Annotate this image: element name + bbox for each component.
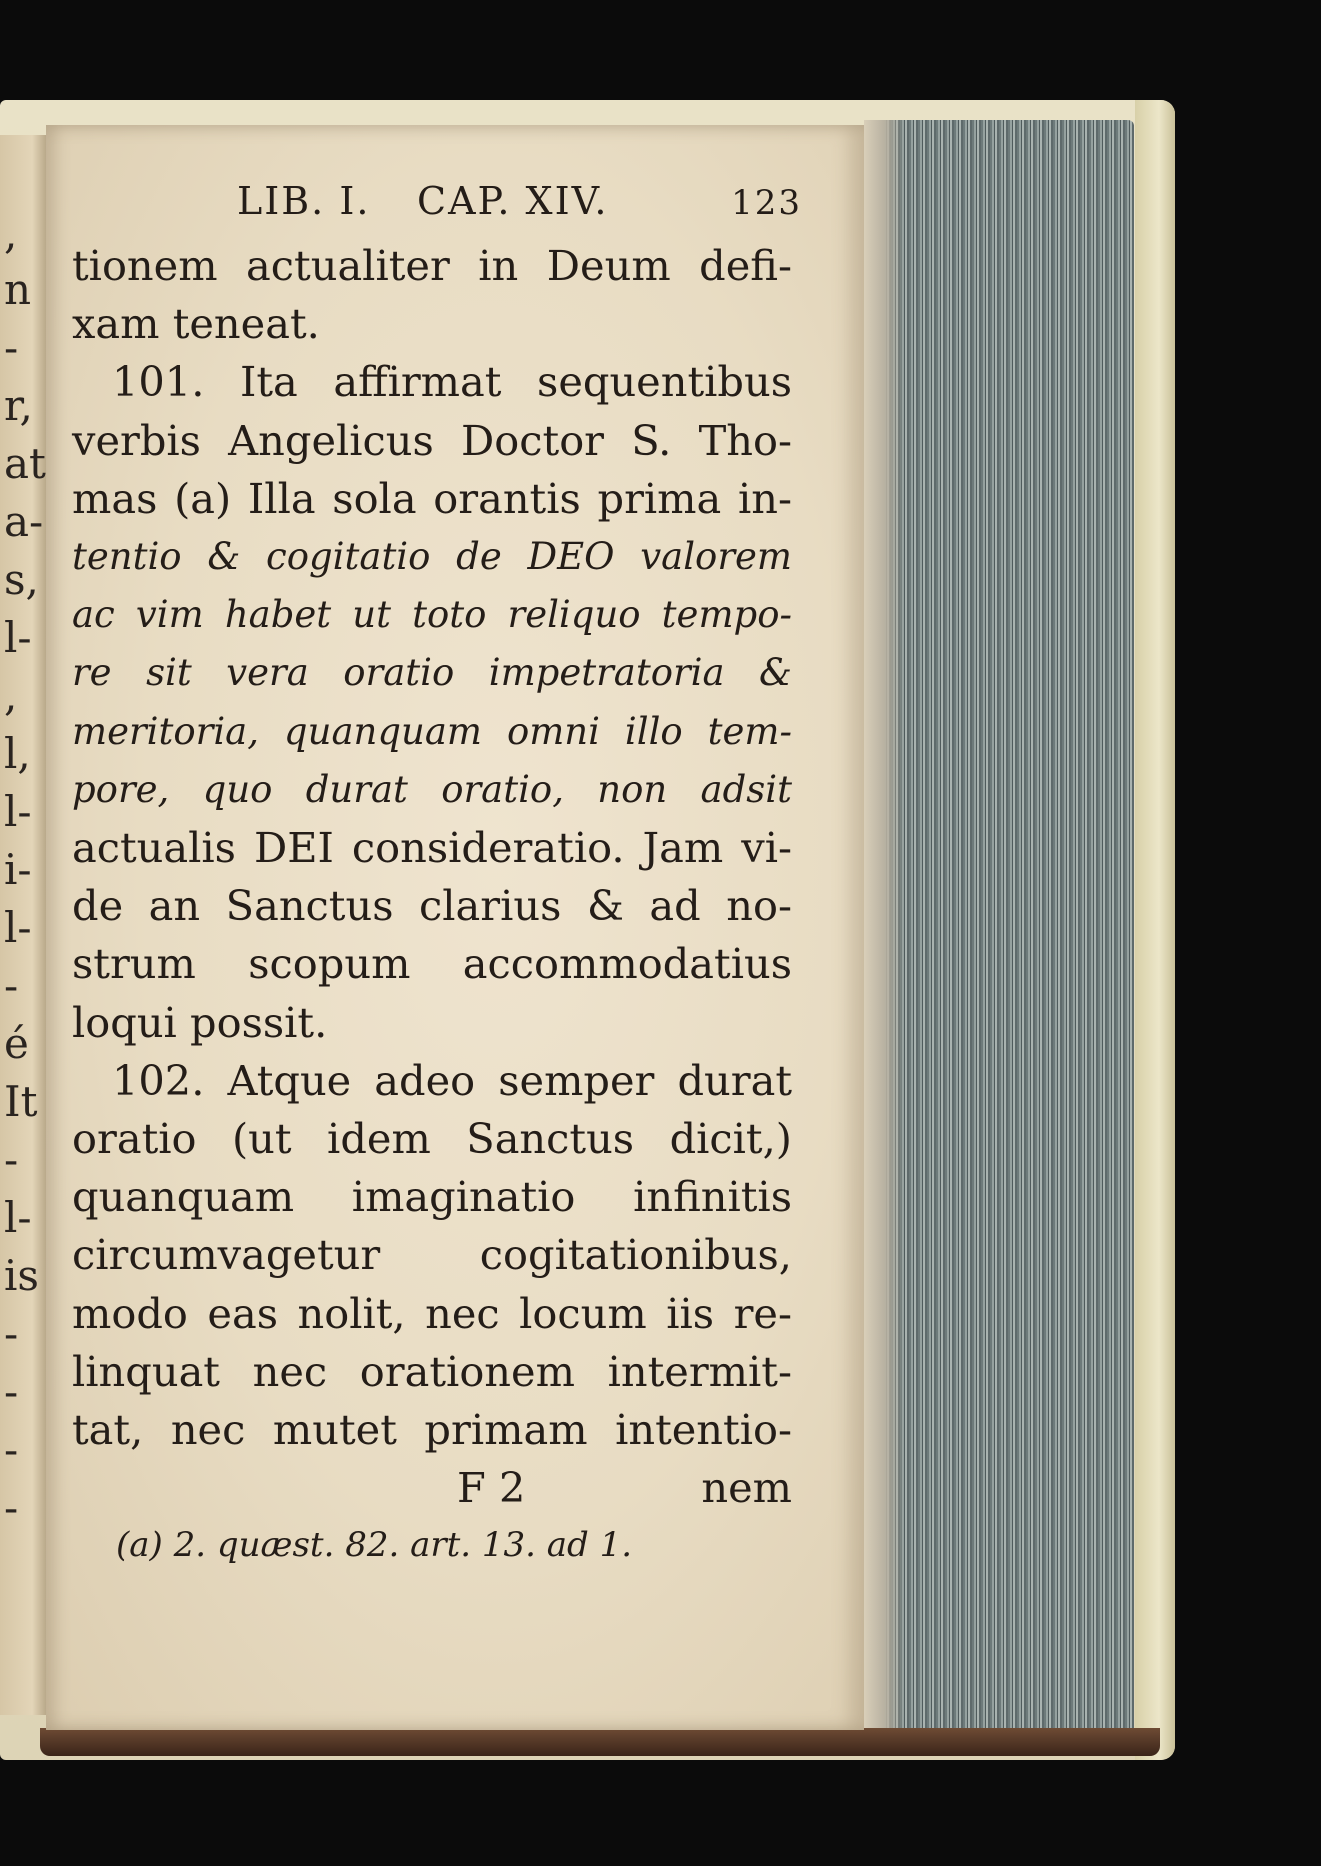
text-line: mas (a) Illa sola orantis prima in- <box>72 473 792 523</box>
text-line: tionem actualiter in Deum defi- <box>72 241 792 290</box>
text-line: linquat nec orationem intermit- <box>72 1346 792 1396</box>
page-number: 123 <box>731 183 802 223</box>
text-line: meritoria, quanquam omni illo tem- <box>72 709 792 753</box>
left-fragment: a- <box>4 497 44 546</box>
text-line: pore, quo durat oratio, non adsit <box>72 767 792 811</box>
left-fragment: l- <box>4 1193 32 1242</box>
left-fragment: - <box>4 1367 19 1416</box>
text-line: quanquam imaginatio infinitis <box>72 1172 792 1222</box>
left-fragment: , <box>4 209 18 258</box>
left-fragment: - <box>4 961 19 1010</box>
left-fragment: n <box>4 265 32 314</box>
left-fragment: , <box>4 671 18 720</box>
text-line: re sit vera oratio impetratoria & <box>72 651 792 695</box>
left-fragment: l, <box>4 729 31 778</box>
left-fragment: l- <box>4 903 32 952</box>
cover-edge <box>1135 100 1175 1760</box>
text-line: verbis Angelicus Doctor S. Tho- <box>72 415 792 465</box>
left-fragment: is <box>4 1251 39 1300</box>
left-fragment: l- <box>4 787 32 836</box>
signature-line <box>72 1459 792 1519</box>
text-line: modo eas nolit, nec locum iis re- <box>72 1288 792 1338</box>
left-fragment: i- <box>4 845 32 894</box>
left-fragment: r, <box>4 381 33 430</box>
text-line: tentio & cogitatio de DEO valorem <box>72 535 792 579</box>
text-line: de an Sanctus clarius & ad no- <box>72 881 792 931</box>
left-facing-page <box>0 135 46 1715</box>
text-line: oratio (ut idem Sanctus dicit,) <box>72 1114 792 1164</box>
left-fragment: - <box>4 323 19 372</box>
left-fragment: at <box>4 439 46 488</box>
book-number: LIB. I. <box>237 179 371 223</box>
left-fragment: - <box>4 1425 19 1474</box>
signature-mark: F 2 <box>457 1463 526 1513</box>
page-fore-edge <box>864 120 1134 1735</box>
left-fragment: - <box>4 1483 19 1532</box>
page-text <box>72 175 802 1566</box>
text-line: circumvagetur cogitationibus, <box>72 1230 792 1280</box>
text-line: strum scopum accommodatius <box>72 939 792 989</box>
left-fragment: s, <box>4 555 39 604</box>
text-line: xam teneat. <box>72 299 320 349</box>
text-line: tat, nec mutet primam intentio- <box>72 1405 792 1455</box>
footnote: (a) 2. quæst. 82. art. 13. ad 1. <box>116 1525 633 1566</box>
left-fragment: It <box>4 1077 38 1126</box>
text-line: loqui possit. <box>72 997 328 1047</box>
left-fragment: - <box>4 1309 19 1358</box>
text-line: ac vim habet ut toto reliquo tempo- <box>72 593 792 637</box>
catchword: nem <box>701 1463 792 1513</box>
left-fragment: - <box>4 1135 19 1184</box>
left-fragment: l- <box>4 613 32 662</box>
text-line: actualis DEI consideratio. Jam vi- <box>72 823 792 873</box>
left-fragment: é <box>4 1019 29 1068</box>
binding-bottom <box>40 1728 1160 1756</box>
text-line: 101. Ita affirmat sequentibus <box>112 357 792 407</box>
running-head <box>72 175 802 237</box>
text-line: 102. Atque adeo semper durat <box>112 1055 792 1105</box>
chapter-number: CAP. XIV. <box>417 179 609 223</box>
